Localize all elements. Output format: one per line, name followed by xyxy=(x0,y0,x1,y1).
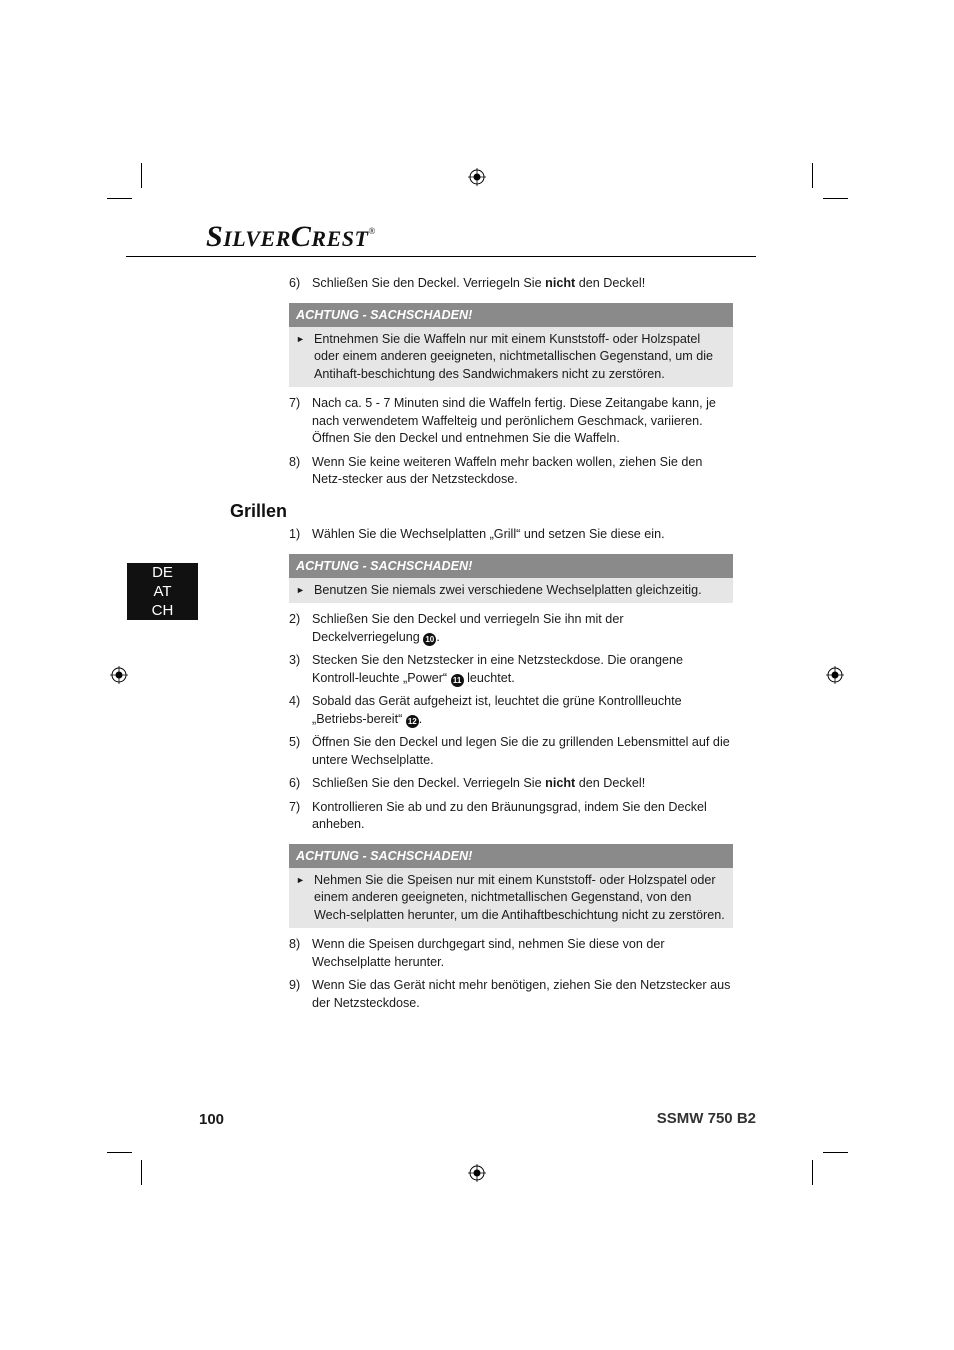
registration-mark-icon xyxy=(468,1164,486,1182)
crop-mark xyxy=(141,163,142,188)
brand-logo: SILVERCREST® xyxy=(206,220,376,253)
language-ch: CH xyxy=(151,602,174,619)
language-at: AT xyxy=(153,583,172,600)
arrow-right-icon: ► xyxy=(296,584,305,595)
main-content xyxy=(230,275,733,1018)
list-item: 6) Schließen Sie den Deckel. Verriegeln Sie nicht den Deckel! xyxy=(289,776,646,790)
list-item: 5) Öffnen Sie den Deckel und legen Sie die zu grillenden Lebensmittel auf die untere Wechselplatte. xyxy=(289,735,730,767)
list-item: 2) Schließen Sie den Deckel und verriegeln Sie ihn mit der Deckelverriegelung 10 . xyxy=(289,612,624,644)
list-item: 6) Schließen Sie den Deckel. Verriegeln Sie nicht den Deckel! xyxy=(289,276,646,290)
list-item: 7) Kontrollieren Sie ab und zu den Bräunungsgrad, indem Sie den Deckel anheben. xyxy=(289,799,707,831)
section-heading: Grillen xyxy=(230,500,288,521)
crop-mark xyxy=(812,163,813,188)
list-item: 8) Wenn die Speisen durchgegart sind, nehmen Sie diese von der Wechselplatte herunter. xyxy=(289,937,665,969)
warning-text: Nehmen Sie die Speisen nur mit einem Kunststoff- oder Holzspatel oder einem anderen geeigneten, nichtmetallischen Gegenstand, von den Wech-selplatten herunter, um die Antihaftbeschichtung nicht zu zerstören. xyxy=(314,872,725,922)
warning-box xyxy=(289,554,733,604)
crop-mark xyxy=(812,1160,813,1185)
registration-mark-icon xyxy=(826,666,844,684)
arrow-right-icon: ► xyxy=(296,333,305,344)
warning-title: ACHTUNG - SACHSCHADEN! xyxy=(289,554,733,578)
reference-number-badge: 11 xyxy=(451,674,464,687)
list-item: 1) Wählen Sie die Wechselplatten „Grill“ und setzen Sie diese ein. xyxy=(289,527,665,541)
header-rule xyxy=(126,256,756,257)
warning-text: Benutzen Sie niemals zwei verschiedene Wechselplatten gleichzeitig. xyxy=(314,582,702,597)
warning-title: ACHTUNG - SACHSCHADEN! xyxy=(289,303,733,327)
reference-number-badge: 10 xyxy=(423,633,436,646)
model-number: SSMW 750 B2 xyxy=(656,1110,756,1127)
warning-text: Entnehmen Sie die Waffeln nur mit einem Kunststoff- oder Holzspatel oder einem anderen geeigneten, nichtmetallischen Gegenstand, um die Antihaft-beschichtung des Sandwichmakers nicht zu zerstören. xyxy=(314,331,714,381)
language-de: DE xyxy=(152,564,173,581)
list-item: 8) Wenn Sie keine weiteren Waffeln mehr backen wollen, ziehen Sie den Netz-stecker aus der Netzsteckdose. xyxy=(289,454,703,486)
warning-box xyxy=(289,844,733,929)
language-tab xyxy=(127,563,198,620)
page-number: 100 xyxy=(199,1111,225,1128)
crop-mark xyxy=(107,1152,132,1153)
warning-box xyxy=(289,303,733,388)
arrow-right-icon: ► xyxy=(296,874,305,885)
crop-mark xyxy=(141,1160,142,1185)
reference-number-badge: 12 xyxy=(406,715,419,728)
crop-mark xyxy=(823,1152,848,1153)
warning-title: ACHTUNG - SACHSCHADEN! xyxy=(289,844,733,868)
list-item: 3) Stecken Sie den Netzstecker in eine Netzsteckdose. Die orangene Kontroll-leuchte „Power“ 11 leuchtet. xyxy=(289,653,684,685)
crop-mark xyxy=(823,198,848,199)
list-item: 9) Wenn Sie das Gerät nicht mehr benötigen, ziehen Sie den Netzstecker aus der Netzsteckdose. xyxy=(289,978,731,1010)
list-item: 4) Sobald das Gerät aufgeheizt ist, leuchtet die grüne Kontrollleuchte „Betriebs-bereit“ 12 . xyxy=(289,694,682,726)
list-item: 7) Nach ca. 5 - 7 Minuten sind die Waffeln fertig. Diese Zeitangabe kann, je nach verwendetem Waffelteig und perönlichem Geschmack, variieren. Öffnen Sie den Deckel und entnehmen Sie die Waffeln. xyxy=(289,396,716,445)
registration-mark-icon xyxy=(468,168,486,186)
registration-mark-icon xyxy=(110,666,128,684)
crop-mark xyxy=(107,198,132,199)
